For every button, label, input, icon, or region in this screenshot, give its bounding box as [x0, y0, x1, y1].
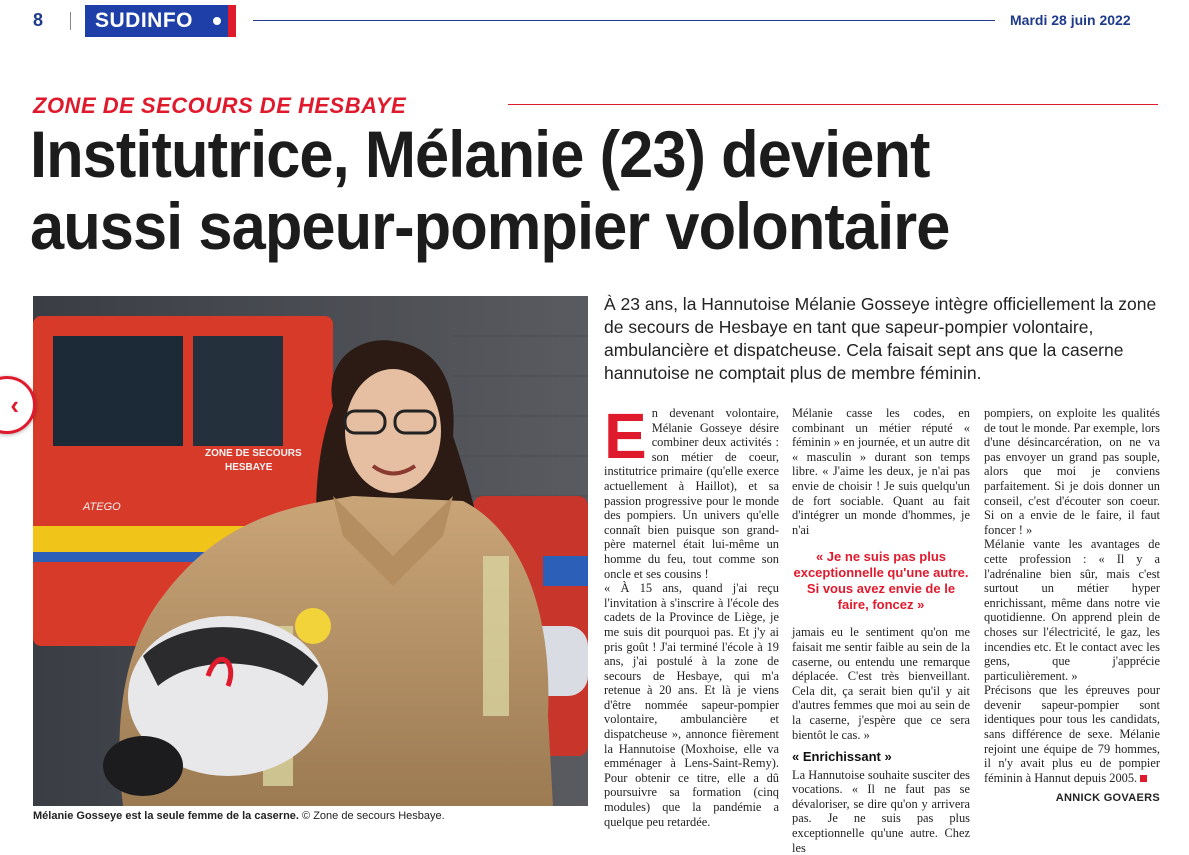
issue-date: Mardi 28 juin 2022	[1010, 12, 1131, 28]
article-photo	[33, 296, 588, 806]
article-headline	[30, 118, 1090, 262]
col3-paragraph-3-text: Précisons que les épreuves pour devenir sapeur-pompier sont identiques pour tous les candidats, sans différence de sexe. Mélanie rejoint une équipe de 79 hommes, il n'y avait plus eu de pompier féminin à Hannut depuis 2005.	[984, 683, 1160, 785]
article-lede: À 23 ans, la Hannutoise Mélanie Gosseye intègre officiellement la zone de secours de Hesbaye en tant que sapeur-pompier volontaire, ambulancière et dispatcheuse. Cela faisait sept ans que la caserne hannutoise ne comptait plus de membre féminin.	[604, 294, 1157, 383]
col3-paragraph-3	[984, 683, 1160, 785]
drop-cap: E	[604, 400, 647, 472]
truck-label-2: HESBAYE	[225, 462, 273, 473]
caption-credit: © Zone de secours Hesbaye.	[302, 810, 445, 822]
sudinfo-logo	[85, 5, 235, 37]
col1-paragraph-1: n devenant volontaire, Mélanie Gosseye désire combiner deux activités : son métier de coeur, institutrice primaire (qu'elle exerce actuellement à Haillot), et sa passion progressive pour le monde des pompiers. Un univers qu'elle connaît bien puisque son grand-père maternel était lui-même un homme du feu, tout comme son oncle et ses cousins !	[604, 406, 779, 581]
end-mark-icon	[1140, 775, 1147, 782]
headline-line-2: aussi sapeur-pompier volontaire	[30, 189, 950, 263]
pull-quote: « Je ne suis pas plus exceptionnelle qu'une autre. Si vous avez envie de le faire, foncez »	[793, 549, 969, 613]
col2-paragraph-3: La Hannutoise souhaite susciter des vocations. « Il ne faut pas se dévaloriser, se dire qu'on y arrivera pas. Je ne suis pas plus exceptionnelle qu'une autre. Chez les	[792, 767, 970, 855]
photo-caption	[33, 810, 445, 822]
body-column-2	[792, 406, 970, 855]
body-column-3	[984, 406, 1160, 806]
header-rule	[253, 20, 995, 21]
col1-paragraph-2: « À 15 ans, quand j'ai reçu l'invitation à s'inscrire à l'école des cadets de la Province de Liège, je me suis dit pourquoi pas. Et j'y ai pris goût ! J'ai terminé l'école à 19 ans, j'ai postulé à la zone de secours de Hesbaye, qui m'a retenue à 20 ans. Et là je viens d'être nommée sapeur-pompier volontaire, ambulancière et dispatcheuse », annonce fièrement la Hannutoise (Moxhoise, elle va emménager à Lens-Saint-Remy). Pour obtenir ce titre, elle a dû poursuivre sa formation (cinq modules) que la pandémie a quelque peu retardée.	[604, 581, 779, 829]
col3-paragraph-1: pompiers, on exploite les qualités de tout le monde. Par exemple, lors d'une désincarcération, on ne va pas envoyer un grand pas souple, alors que moi je conviens parfaitement. Si je dois donner un conseil, c'est d'écouter son coeur. Si on a envie de le faire, il faut foncer ! »	[984, 406, 1160, 537]
logo-text: SUDINFO	[95, 9, 193, 32]
header-separator	[70, 12, 71, 30]
caption-text: Mélanie Gosseye est la seule femme de la caserne.	[33, 810, 299, 822]
col2-paragraph-1: Mélanie casse les codes, en combinant un métier réputé « féminin » en journée, et un autre dit « masculin » durant son temps libre. « J'aime les deux, je n'ai pas envie de choisir ! Je suis quelqu'un de fort sociable. Quant au fait d'intégrer un monde d'hommes, je n'ai	[792, 406, 970, 537]
logo-red-bar	[228, 5, 236, 37]
firefighter-photo-illustration	[33, 296, 588, 806]
previous-page-button[interactable]	[0, 376, 36, 434]
chevron-left-icon: ‹	[10, 389, 19, 420]
headline-line-1: Institutrice, Mélanie (23) devient	[30, 117, 930, 191]
truck-label-1: ZONE DE SECOURS	[205, 448, 302, 459]
page-number: 8	[33, 10, 44, 30]
truck-brand: ATEGO	[83, 501, 121, 513]
col2-paragraph-2: jamais eu le sentiment qu'on me faisait me sentir faible au sein de la caserne, ou entendu une remarque déplacée. C'est très bienveillant. Cela dit, ça serait bien qu'il y ait d'autres femmes que moi au sein de la caserne, j'espère que ce sera bientôt le cas. »	[792, 625, 970, 742]
kicker-rule	[508, 104, 1158, 105]
article-author: ANNICK GOVAERS	[1055, 792, 1160, 805]
article-kicker: ZONE DE SECOURS DE HESBAYE	[33, 93, 407, 118]
col3-paragraph-2: Mélanie vante les avantages de cette profession : « Il y a l'adrénaline bien sûr, mais c'est surtout un métier hyper enrichissant, même dans notre vie quotidienne. On apprend plein de choses sur l'électricité, le gaz, les incendies etc. Et le contact avec les gens, que j'apprécie particulièrement. »	[984, 537, 1160, 683]
logo-dot-icon	[213, 17, 221, 25]
body-column-1	[604, 400, 779, 829]
subheading: « Enrichissant »	[792, 749, 892, 765]
